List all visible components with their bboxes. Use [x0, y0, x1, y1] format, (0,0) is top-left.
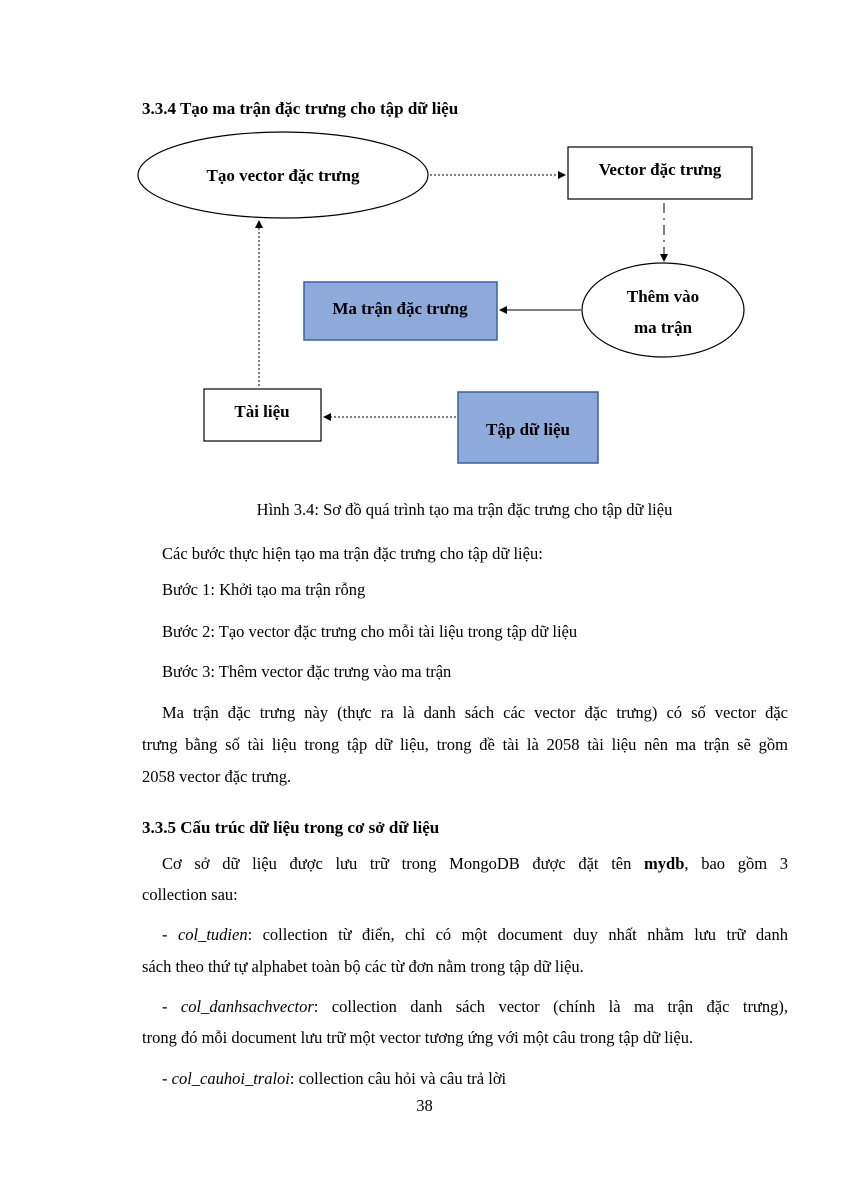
node-feature-matrix-label: Ma trận đặc trưng	[332, 299, 468, 318]
node-create-vector-label: Tạo vector đặc trưng	[206, 166, 360, 185]
node-add-to-matrix-line2: ma trận	[633, 318, 693, 337]
figure-caption: Hình 3.4: Sơ đồ quá trình tạo ma trận đặc trưng cho tập dữ liệu	[256, 500, 673, 519]
collection-item-tudien-line2: sách theo thứ tự alphabet toàn bộ các từ đơn nằm trong tập dữ liệu.	[142, 957, 584, 976]
steps-intro: Các bước thực hiện tạo ma trận đặc trưng cho tập dữ liệu:	[162, 544, 543, 563]
bullet: -	[162, 925, 178, 944]
node-feature-matrix	[304, 282, 497, 340]
db-name: mydb	[644, 854, 685, 873]
node-feature-vector-label: Vector đặc trưng	[598, 160, 722, 179]
step-1: Bước 1: Khởi tạo ma trận rỗng	[162, 580, 366, 599]
node-create-vector	[138, 132, 428, 218]
step-3: Bước 3: Thêm vector đặc trưng vào ma trận	[162, 662, 452, 681]
node-document	[204, 389, 321, 441]
db-text-prefix: Cơ sở dữ liệu được lưu trữ trong MongoDB được đặt tên	[162, 854, 645, 873]
collection-item-danhsachvector-line2: trong đó mỗi document lưu trữ một vector tương ứng với một câu trong tập dữ liệu.	[142, 1028, 694, 1047]
collection-name: col_tudien	[177, 925, 248, 944]
matrix-paragraph-line1: Ma trận đặc trưng này (thực ra là danh sách các vector đặc trưng) có số vector đặc	[162, 703, 788, 722]
matrix-paragraph-line2: trưng bằng số tài liệu trong tập dữ liệu, trong đề tài là 2058 tài liệu nên ma trận sẽ gồm	[142, 735, 788, 754]
collection-name: col_cauhoi_traloi	[171, 1069, 290, 1088]
bullet: -	[162, 997, 181, 1016]
collection-item-cauhoi-traloi	[162, 1069, 506, 1089]
step-2: Bước 2: Tạo vector đặc trưng cho mỗi tài liệu trong tập dữ liệu	[162, 622, 578, 641]
node-dataset	[458, 392, 598, 463]
page-number: 38	[416, 1096, 433, 1115]
collection-item-danhsachvector	[162, 997, 788, 1017]
process-diagram	[0, 130, 849, 490]
node-feature-vector	[568, 147, 752, 199]
collection-item-tudien	[162, 925, 788, 945]
db-paragraph-line1	[162, 854, 788, 874]
node-document-label: Tài liệu	[234, 402, 290, 421]
bullet: -	[162, 1069, 172, 1088]
section-heading-3-3-5: 3.3.5 Cấu trúc dữ liệu trong cơ sở dữ liệu	[142, 818, 440, 837]
collection-desc: : collection danh sách vector (chính là ma trận đặc trưng),	[313, 997, 788, 1016]
matrix-paragraph-line3: 2058 vector đặc trưng.	[142, 767, 292, 786]
collection-name: col_danhsachvector	[180, 997, 314, 1016]
db-text-suffix: , bao gồm 3	[684, 854, 788, 873]
node-dataset-label: Tập dữ liệu	[486, 420, 570, 439]
db-paragraph-line2: collection sau:	[142, 885, 238, 904]
node-add-to-matrix-line1: Thêm vào	[626, 287, 700, 306]
collection-desc: : collection câu hỏi và câu trả lời	[289, 1069, 507, 1088]
node-add-to-matrix	[582, 263, 744, 357]
collection-desc: : collection từ điển, chỉ có một document duy nhất nhằm lưu trữ danh	[247, 925, 789, 944]
section-heading-3-3-4: 3.3.4 Tạo ma trận đặc trưng cho tập dữ liệu	[142, 99, 459, 118]
